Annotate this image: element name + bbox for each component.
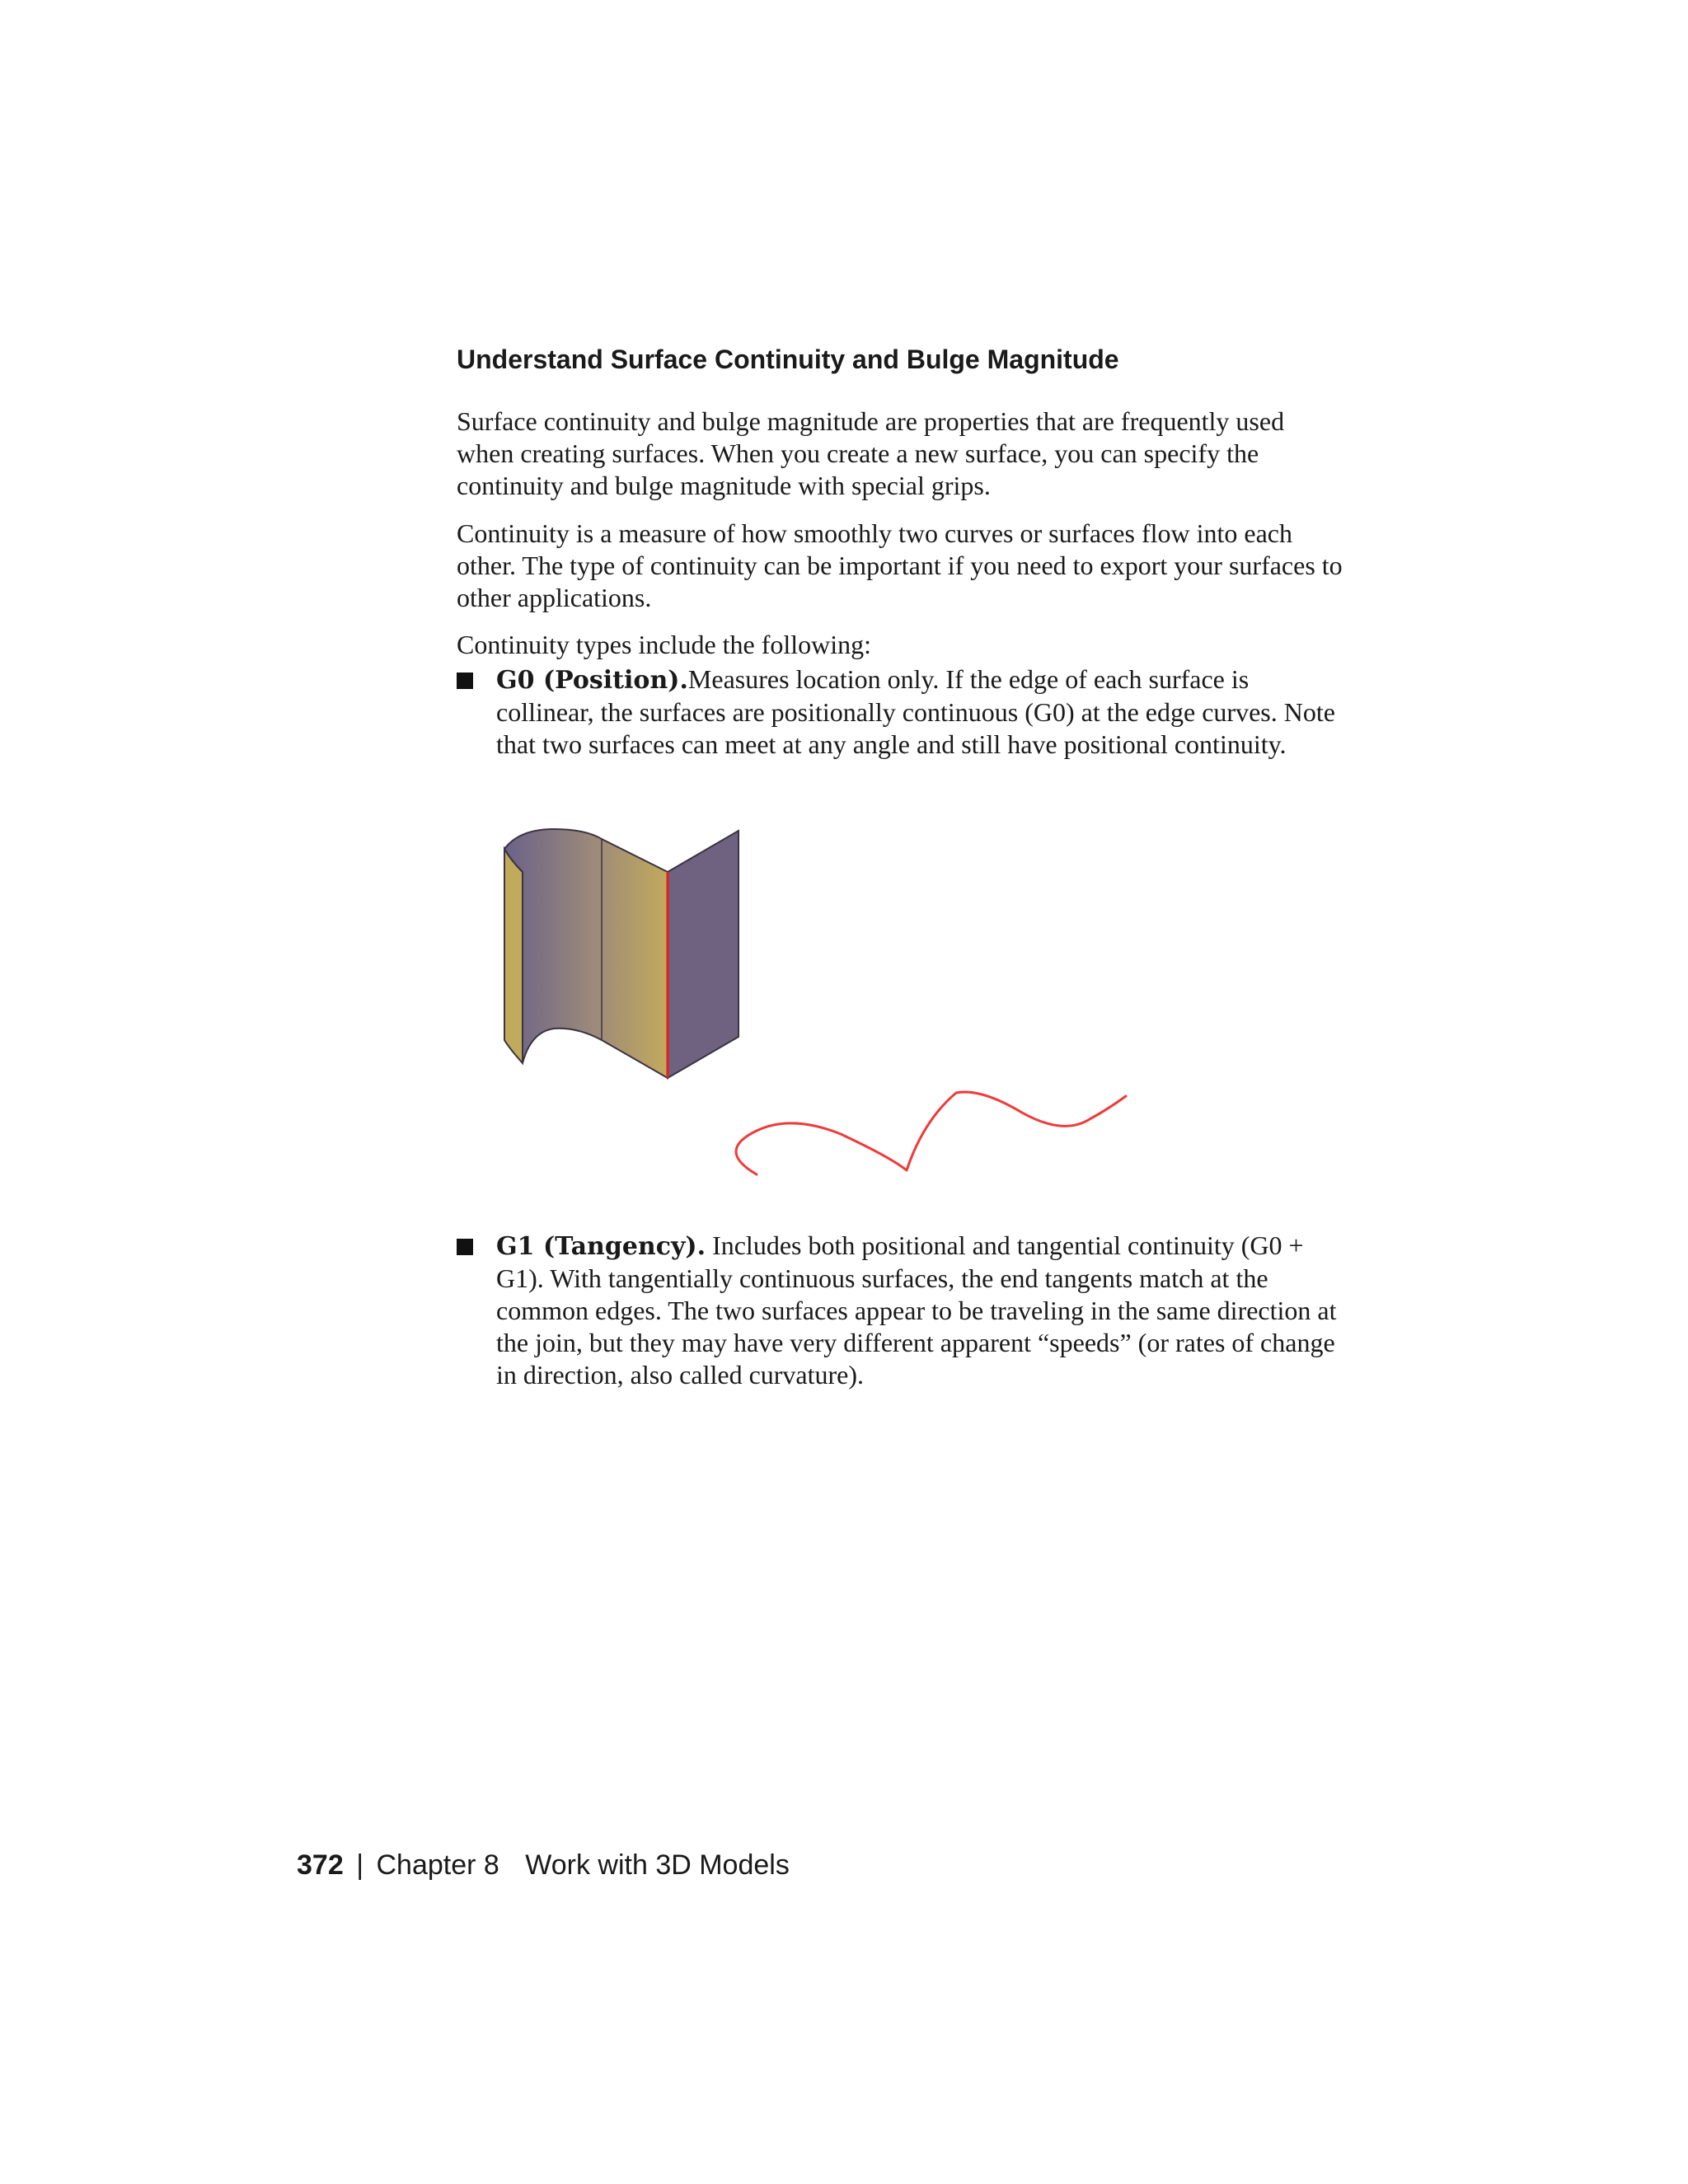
page-number: 372: [297, 1849, 344, 1881]
bullet-g1-tangency: [457, 1230, 1347, 1394]
paragraph-continuity: Continuity is a measure of how smoothly two curves or surfaces flow into each other. The type of continuity can be important if you need to export your surfaces to other applications.: [457, 518, 1343, 612]
surface-flat-purple: [668, 831, 738, 1078]
square-bullet-icon: [457, 673, 473, 689]
surface-wavy-gold: [504, 829, 668, 1078]
chapter-label: Chapter 8: [376, 1849, 499, 1881]
bullet-g0-body: Measures location only. If the edge of each surface is collinear, the surfaces are positionally continuous (G0) at the edge curves. Note that two surfaces can meet at any angle and still have positional continuity.: [496, 664, 1335, 759]
bullet-g0-text: [496, 663, 1347, 761]
bullet-g1-body: Includes both positional and tangential continuity (G0 + G1). With tangentially continuous surfaces, the end tangents match at the common edges. The two surfaces appear to be traveling in the same direction at the join, but they may have very different apparent “speeds” (or rates of change in direction, also called curvature).: [496, 1230, 1337, 1390]
square-bullet-icon: [457, 1239, 473, 1255]
bullet-g0-term: G0 (Position).: [496, 666, 688, 695]
page-footer: [297, 1849, 790, 1882]
chapter-title: Work with 3D Models: [525, 1849, 790, 1881]
surface-illustration: [495, 824, 1137, 1203]
bullet-g1-text: [496, 1230, 1347, 1391]
footer-separator: |: [356, 1849, 364, 1881]
section-title: Understand Surface Continuity and Bulge Magnitude: [457, 344, 1119, 374]
paragraph-types-lead: Continuity types include the following:: [457, 630, 872, 659]
surface-curl-inner: [504, 849, 523, 1063]
continuity-curve-red: [736, 1092, 1126, 1174]
g0-continuity-figure: [495, 824, 1137, 1203]
bullet-g0-position: [457, 663, 1347, 795]
bullet-g1-term: G1 (Tangency).: [496, 1232, 706, 1261]
paragraph-intro: Surface continuity and bulge magnitude are properties that are frequently used when creating surfaces. When you create a new surface, you can specify the continuity and bulge magnitude with special grips.: [457, 406, 1285, 500]
